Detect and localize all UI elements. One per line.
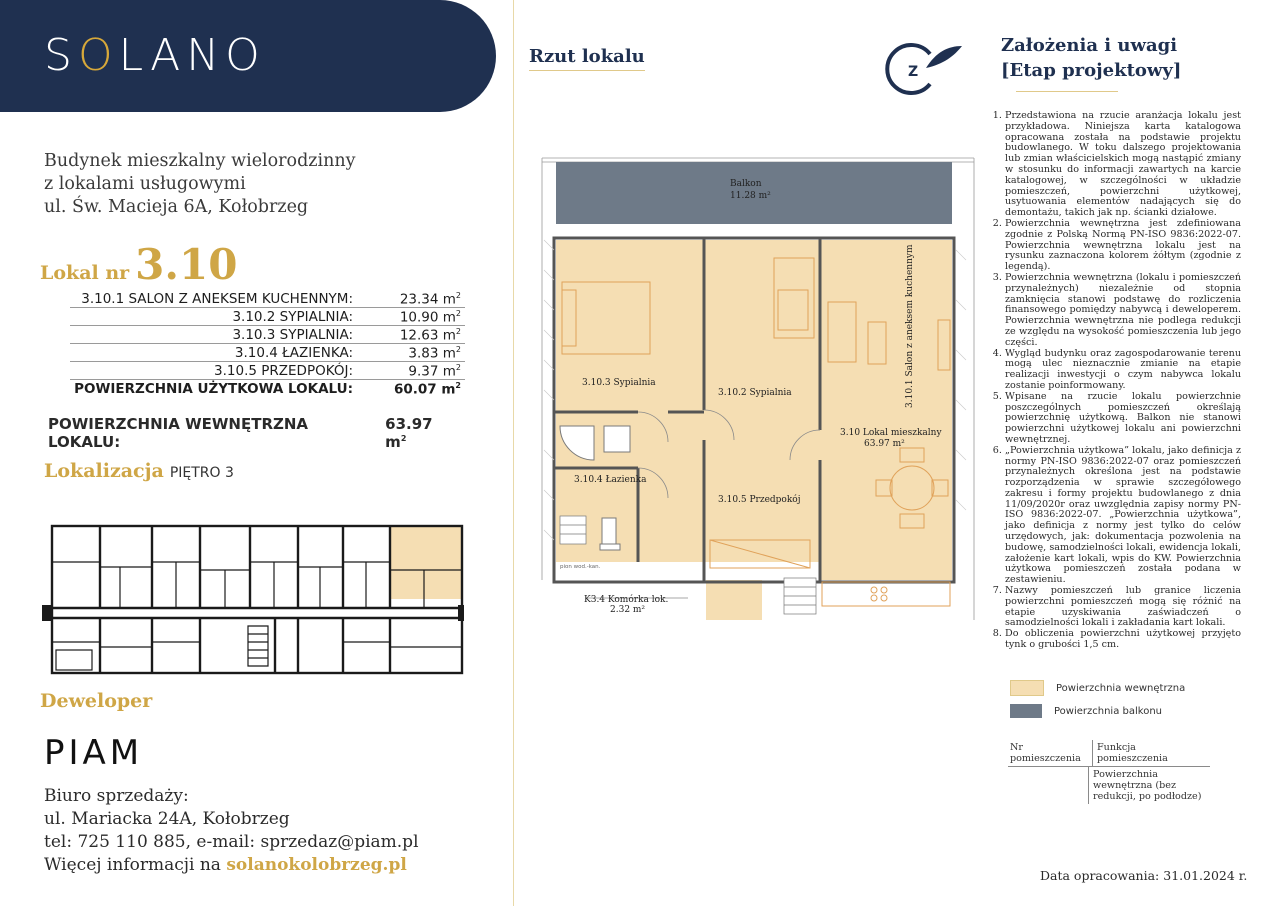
room-row: 3.10.3 SYPIALNIA: 12.63 $m^2$ xyxy=(70,326,465,344)
room-3103-label: 3.10.3 Sypialnia xyxy=(582,378,656,388)
solano-logo: SOLANO xyxy=(44,30,266,81)
room-row: 3.10.2 SYPIALNIA: 10.90 $m^2$ xyxy=(70,308,465,326)
website-link[interactable]: solanokolobrzeg.pl xyxy=(226,855,407,875)
room-3102-label: 3.10.2 Sypialnia xyxy=(718,388,792,398)
legend-col-area: Powierzchnia wewnętrzna (bez redukcji, po podłodze) xyxy=(1088,767,1210,804)
room-3101-label: 3.10.1 Salon z aneksem kuchennym xyxy=(905,244,915,408)
address-line-2: z lokalami usługowymi xyxy=(44,174,246,194)
column-divider xyxy=(513,0,514,906)
floor-label: PIĘTRO 3 xyxy=(169,465,234,481)
room-row: 3.10.1 SALON Z ANEKSEM KUCHENNYM: 23.34 $m^2$ xyxy=(70,290,465,308)
floor-location-map xyxy=(40,522,464,677)
address-line-3: ul. Św. Macieja 6A, Kołobrzeg xyxy=(44,197,309,217)
room-row: 3.10.5 PRZEDPOKÓJ: 9.37 $m^2$ xyxy=(70,362,465,380)
legend-col-function: Funkcja pomieszczenia xyxy=(1092,740,1210,767)
balcony-label: Balkon xyxy=(730,179,762,189)
notes-underline xyxy=(1016,91,1118,92)
storage-label: K3.4 Komórka lok. xyxy=(584,595,669,605)
sales-contact: tel: 725 110 885, e-mail: sprzedaz@piam.pl xyxy=(44,832,419,852)
piam-logo: PIAM xyxy=(44,733,144,773)
balcony-area: 11.28 m² xyxy=(730,191,771,201)
building-address xyxy=(44,150,356,219)
notes-title: Założenia i uwagi [Etap projektowy] xyxy=(1001,35,1182,81)
sales-address: ul. Mariacka 24A, Kołobrzeg xyxy=(44,809,290,829)
legend-internal: Powierzchnia wewnętrzna xyxy=(1010,680,1185,696)
note-item: 1. Przedstawiona na rzucie aranżacja lokalu jest przykładowa. Niniejsza karta katalogowa opracowana została na podstawie projektu budowlanego. W toku dalszego projektowania lub zmian właścicielskich mogą nastąpić zmiany w stosunku do informacji zawartych na karcie katalogowej, w szczególności w układzie pomieszczeń, powierzchni użytkowej, usytuowania elementów nadających się do demontażu, takich jak np. ścianki działowe. xyxy=(1005,111,1241,219)
note-item: 4. Wygląd budynku oraz zagospodarowanie terenu mogą ulec nieznacznie zmianie na etapie realizacji inwestycji o czym nabywca lokalu zostanie poinformowany. xyxy=(1005,349,1241,392)
storage-area xyxy=(706,580,762,620)
balcony-swatch xyxy=(1010,704,1042,718)
unit-number-value: 3.10 xyxy=(135,240,238,289)
room-3104-label: 3.10.4 Łazienka xyxy=(574,475,647,485)
address-line-1: Budynek mieszkalny wielorodzinny xyxy=(44,151,356,171)
room-310-label: 3.10 Lokal mieszkalny xyxy=(840,428,942,438)
plan-title: Rzut lokalu xyxy=(529,46,645,71)
room-label-legend xyxy=(1008,740,1210,804)
shaft-label: pion wod.-kan. xyxy=(560,564,601,570)
north-compass-icon xyxy=(884,38,964,98)
room-row: 3.10.4 ŁAZIENKA: 3.83 $m^2$ xyxy=(70,344,465,362)
room-3105-label: 3.10.5 Przedpokój xyxy=(718,495,801,505)
notes-list xyxy=(990,111,1241,651)
sales-title: Biuro sprzedaży: xyxy=(44,786,189,806)
room-areas-table xyxy=(70,290,465,397)
note-item: 6. „Powierzchnia użytkowa” lokalu, jako definicja z normy PN-ISO 9836:2022-07 oraz pomieszczeń przynależnych określona jest na podstawie rozporządzenia w sprawie szczegółowego zakresu i formy projektu budowlanego z dnia 11/09/2020r oraz uwzględnia zapisy normy PN-ISO 9836:2022-07. „Powierzchnia użytkowa”, jako definicja z normy jest tylko do celów urzędowych, jak: dokumentacja pozwolenia na budowę, samodzielności lokali, ewidencja lokali, założenie kart lokali, wpis do KW. Powierzchnia użytkowa pomieszczeń została podana w zestawieniu. xyxy=(1005,446,1241,586)
legend-balcony: Powierzchnia balkonu xyxy=(1010,704,1162,718)
preparation-date: Data opracowania: 31.01.2024 r. xyxy=(1040,868,1248,883)
note-item: 3. Powierzchnia wewnętrzna (lokalu i pomieszczeń przynależnych) niezależnie od stopnia zamknięcia stanowi podstawę do rozliczenia finansowego pomiędzy nabywcą i deweloperem. Powierzchnia wewnętrzna nie podlega redukcji ze względu na wysokość pomieszczenia lub jego części. xyxy=(1005,273,1241,349)
note-item: 7. Nazwy pomieszczeń lub granice liczenia powierzchni pomieszczeń mogą się różnić na etapie uzyskiwania zaświadczeń o samodzielności lokali i zakładania kart lokali. xyxy=(1005,586,1241,629)
room-310-area: 63.97 m² xyxy=(864,439,905,449)
unit-number xyxy=(40,240,237,289)
legend-col-number: Nr pomieszczenia xyxy=(1008,740,1092,767)
sales-website-line: Więcej informacji na solanokolobrzeg.pl xyxy=(44,855,407,875)
location-heading: Lokalizacja PIĘTRO 3 xyxy=(44,460,234,482)
note-item: 2. Powierzchnia wewnętrzna jest zdefiniowana zgodnie z Polską Normą PN-ISO 9836:2022-07. Powierzchnia wewnętrzna lokalu jest na rysunku zaznaczona kolorem żółtym (zgodnie z legendą). xyxy=(1005,219,1241,273)
note-item: 5. Wpisane na rzucie lokalu powierzchnie poszczególnych pomieszczeń określają powierzchnię użytkową. Balkon nie stanowi powierzchni użytkowej lokalu ani powierzchni wewnętrznej. xyxy=(1005,392,1241,446)
note-item: 8. Do obliczenia powierzchni użytkowej przyjęto tynk o grubości 1,5 cm. xyxy=(1005,629,1241,651)
highlighted-unit xyxy=(390,527,461,599)
unit-floor-plan xyxy=(538,150,978,630)
sales-office-info xyxy=(44,785,419,877)
unit-prefix: Lokal nr xyxy=(40,262,130,284)
svg-text:Z: Z xyxy=(908,64,919,80)
storage-area: 2.32 m² xyxy=(610,605,646,615)
usable-area-total: POWIERZCHNIA UŻYTKOWA LOKALU: 60.07 $m^2$ xyxy=(74,380,461,397)
internal-area-total: POWIERZCHNIA WEWNĘTRZNA LOKALU: 63.97 $m^2$ xyxy=(48,415,433,451)
internal-swatch xyxy=(1010,680,1044,696)
developer-heading: Deweloper xyxy=(40,690,153,712)
